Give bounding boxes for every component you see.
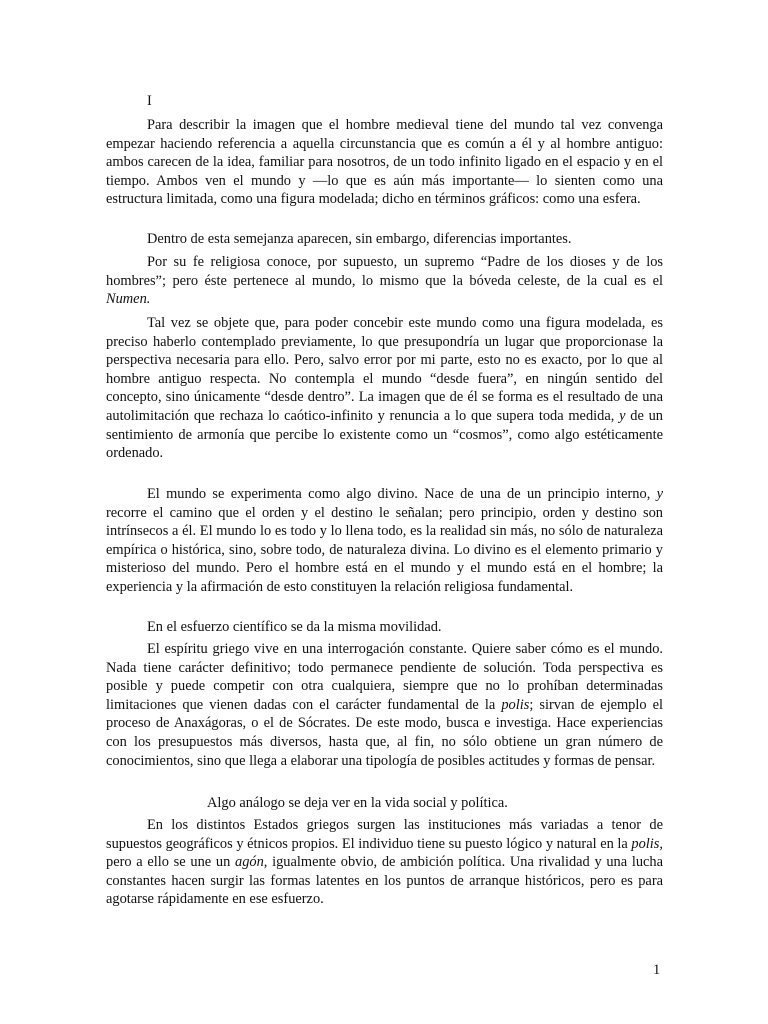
paragraph-1 xyxy=(106,116,663,209)
paragraph-7-italic: polis xyxy=(501,696,530,713)
paragraph-7-text-end: ; sirvan de ejemplo el proceso de Anaxágoras, o el de Sócrates. De este modo, busca e investiga. Hace experiencias con los presupuestos más diversos, hasta que, al fin, no sólo obtiene un gran número de conocimientos, sino que llega a elaborar una tipología de posibles actitudes y formas de pensar. xyxy=(106,696,663,769)
paragraph-9-text-end: igualmente obvio, de ambición política. Una rivalidad y una lucha constantes hacen surgir las formas latentes en los puntos de arranque históricos, pero es para agotarse rápidamente en ese esfuerzo. xyxy=(106,854,664,908)
paragraph-3-text: Por su fe religiosa conoce, por supuesto, un supremo “Padre de los dioses y de los hombres”; pero éste pertenece al mundo, lo mismo que la bóveda celeste, de la cual es el xyxy=(106,254,663,289)
paragraph-8: Algo análogo se deja ver en la vida social y política. xyxy=(207,795,508,811)
paragraph-9-italic-polis: polis, xyxy=(631,835,663,852)
paragraph-4-italic: y xyxy=(619,407,626,424)
paragraph-3-italic: Numen. xyxy=(106,291,151,308)
paragraph-7 xyxy=(106,640,663,770)
paragraph-5 xyxy=(106,485,663,597)
page-number: 1 xyxy=(653,962,661,978)
paragraph-4-text: Tal vez se objete que, para poder concebir este mundo como una figura modelada, es preciso haberlo contemplado previamente, lo que presupondría un lugar que proporcionase la perspectiva necesaria para ello. Pero, salvo error por mi parte, esto no es exacto, por lo que al hombre antiguo respecta. No contempla el mundo “desde fuera”, en ningún sentido del concepto, sino únicamente “desde dentro”. La imagen que de él se forma es el resultado de una autolimitación que rechaza lo caótico-infinito y renuncia a lo que supera toda medida, xyxy=(106,315,663,424)
paragraph-5-text-end: recorre el camino que el orden y el destino le señalan; pero principio, orden y destino son intrínsecos a él. El mundo lo es todo y lo llena todo, es la realidad sin más, no sólo de naturaleza empírica o histórica, sino, sobre todo, de naturaleza divina. Lo divino es el elemento primario y misterioso del mundo. Pero el hombre está en el mundo y el mundo está en el hombre; la experiencia y la afirmación de esto constituyen la relación religiosa fundamental. xyxy=(106,504,663,595)
paragraph-9-text-mid: pero a ello se une un xyxy=(106,854,235,871)
section-heading: I xyxy=(147,93,152,109)
paragraph-5-italic: y xyxy=(656,486,663,502)
paragraph-6 xyxy=(106,618,663,637)
paragraph-4-text-end: de un sentimiento de armonía que percibe lo existente como un “cosmos”, como algo estéticamente ordenado. xyxy=(106,407,663,462)
paragraph-7-text: El espíritu griego vive en una interrogación constante. Quiere saber cómo es el mundo. Nada tiene carácter definitivo; todo permanece pendiente de solución. Toda perspectiva es posible y puede competir con otra cualquiera, siempre que no lo prohíban determinadas limitaciones que vienen dadas con el carácter fundamental de la xyxy=(106,641,663,713)
paragraph-6-text: En el esfuerzo científico se da la misma movilidad. xyxy=(147,619,442,635)
paragraph-4 xyxy=(106,314,663,463)
paragraph-2-text: Dentro de esta semejanza aparecen, sin embargo, diferencias importantes. xyxy=(147,231,572,247)
paragraph-1-text: Para describir la imagen que el hombre medieval tiene del mundo tal vez convenga empezar haciendo referencia a aquella circunstancia que es común a él y al hombre antiguo: ambos carecen de la idea, familiar para nosotros, de un todo infinito ligado en el espacio y en el tiempo. Ambos ven el mundo y —lo que es aún más importante— lo sienten como una estructura limitada, como una figura modelada; dicho en términos gráficos: como una esfera. xyxy=(106,117,663,208)
paragraph-9 xyxy=(106,816,663,909)
paragraph-9-italic-agon: agón, xyxy=(235,854,268,871)
paragraph-3 xyxy=(106,253,663,309)
paragraph-5-text: El mundo se experimenta como algo divino. Nace de una de un principio interno, xyxy=(147,486,657,502)
paragraph-2 xyxy=(106,230,663,249)
paragraph-9-text: En los distintos Estados griegos surgen las instituciones más variadas a tenor de supuestos geográficos y étnicos propios. El individuo tiene su puesto lógico y natural en la xyxy=(106,817,663,852)
